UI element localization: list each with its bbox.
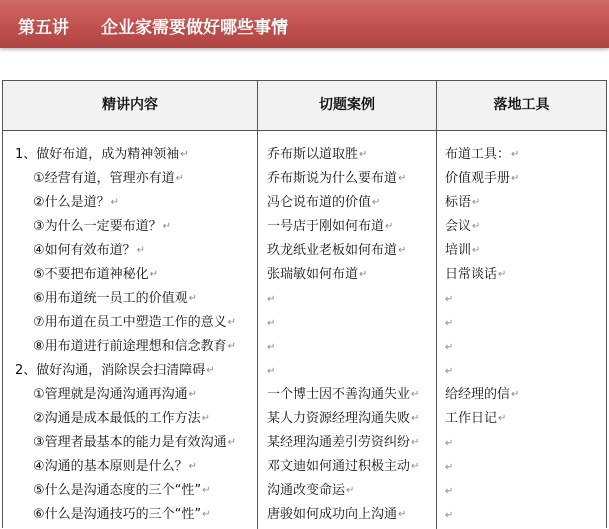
case-cell bbox=[267, 311, 275, 335]
case-cell bbox=[267, 479, 354, 503]
paragraph-mark: ↵ bbox=[498, 269, 507, 280]
case-cell bbox=[267, 215, 393, 239]
content-cell bbox=[33, 383, 197, 407]
paragraph-mark: ↵ bbox=[445, 462, 454, 473]
paragraph-mark: ↵ bbox=[411, 461, 420, 472]
content-cell bbox=[33, 191, 119, 215]
case-cell-text: 玖龙纸业老板如何布道 bbox=[267, 243, 398, 258]
paragraph-mark: ↵ bbox=[359, 269, 368, 280]
paragraph-mark: ↵ bbox=[511, 149, 520, 160]
tool-cell-text: 培训 bbox=[445, 243, 472, 258]
content-cell-text: 2、做好沟通，消除误会扫清障碍 bbox=[15, 363, 206, 378]
content-cell-text: ⑧用布道进行前途理想和信念教育 bbox=[33, 339, 227, 354]
paragraph-mark: ↵ bbox=[267, 318, 276, 329]
paragraph-mark: ↵ bbox=[227, 437, 237, 448]
case-cell bbox=[267, 455, 419, 479]
tool-cell-text: 布道工具： bbox=[445, 147, 511, 162]
header-content: 精讲内容 bbox=[102, 97, 158, 113]
case-cell-text: 乔布斯以道取胜 bbox=[267, 147, 359, 162]
content-cell-text: ①经营有道，管理亦有道 bbox=[33, 171, 175, 186]
content-cell-text: 1、做好布道，成为精神领袖 bbox=[15, 147, 180, 162]
case-cell bbox=[267, 263, 367, 287]
paragraph-mark: ↵ bbox=[346, 485, 355, 496]
case-cell bbox=[267, 407, 419, 431]
content-cell-text: ⑤不要把布道神秘化 bbox=[33, 267, 149, 282]
content-cell-text: ⑦用布道在员工中塑造工作的意义 bbox=[33, 315, 227, 330]
tool-cell bbox=[445, 263, 506, 287]
case-cell-text: 邓文迪如何通过积极主动 bbox=[267, 459, 411, 474]
paragraph-mark: ↵ bbox=[398, 173, 407, 184]
content-cell-text: ②沟通是成本最低的工作方法 bbox=[33, 411, 201, 426]
content-cell-text: ①管理就是沟通沟通再沟通 bbox=[33, 387, 188, 402]
paragraph-mark: ↵ bbox=[136, 245, 146, 256]
paragraph-mark: ↵ bbox=[398, 509, 407, 520]
content-cell bbox=[33, 215, 171, 239]
paragraph-mark: ↵ bbox=[202, 485, 211, 496]
paragraph-mark: ↵ bbox=[202, 509, 211, 520]
tool-cell bbox=[445, 431, 453, 455]
content-cell-text: ⑤什么是沟通态度的三个“性” bbox=[33, 483, 202, 498]
tool-cell bbox=[445, 239, 480, 263]
paragraph-mark: ↵ bbox=[359, 149, 368, 160]
paragraph-mark: ↵ bbox=[267, 342, 276, 353]
tool-cell bbox=[445, 167, 519, 191]
content-cell-text: ②什么是道？ bbox=[33, 195, 110, 210]
content-cell bbox=[33, 503, 211, 527]
case-cell bbox=[267, 191, 380, 215]
case-cell-text: 一号店于刚如何布道 bbox=[267, 219, 385, 234]
paragraph-mark: ↵ bbox=[498, 413, 507, 424]
tool-cell-text: 给经理的信 bbox=[445, 387, 511, 402]
content-cell bbox=[33, 335, 236, 359]
case-cell bbox=[267, 359, 275, 383]
paragraph-mark: ↵ bbox=[445, 294, 454, 305]
paragraph-mark: ↵ bbox=[445, 342, 454, 353]
case-cell bbox=[267, 503, 406, 527]
tool-cell-text: 日常谈话 bbox=[445, 267, 498, 282]
paragraph-mark: ↵ bbox=[110, 197, 120, 208]
case-cell-text: 沟通改变命运 bbox=[267, 483, 346, 498]
tool-cell bbox=[445, 335, 453, 359]
content-cell-text: ④如何有效布道？ bbox=[33, 243, 136, 258]
paragraph-mark: ↵ bbox=[398, 245, 407, 256]
tool-cell bbox=[445, 359, 453, 383]
paragraph-mark: ↵ bbox=[162, 221, 172, 232]
lecture-banner bbox=[0, 0, 609, 48]
case-cell bbox=[267, 383, 419, 407]
content-cell bbox=[33, 431, 236, 455]
tool-cell-text: 会议 bbox=[445, 219, 472, 234]
content-cell-text: ③为什么一定要布道？ bbox=[33, 219, 162, 234]
tool-cell-text: 价值观手册 bbox=[445, 171, 511, 186]
paragraph-mark: ↵ bbox=[227, 317, 237, 328]
tool-cell bbox=[445, 143, 519, 167]
content-cell bbox=[15, 143, 189, 167]
paragraph-mark: ↵ bbox=[411, 413, 420, 424]
course-table bbox=[2, 80, 607, 528]
content-cell bbox=[33, 455, 197, 479]
content-cell bbox=[33, 263, 158, 287]
paragraph-mark: ↵ bbox=[472, 245, 481, 256]
content-cell bbox=[33, 311, 236, 335]
header-tool: 落地工具 bbox=[493, 97, 550, 113]
case-cell bbox=[267, 287, 275, 311]
tool-cell-text: 工作日记 bbox=[445, 411, 498, 426]
case-cell bbox=[267, 143, 367, 167]
paragraph-mark: ↵ bbox=[188, 293, 198, 304]
tool-cell bbox=[445, 455, 453, 479]
paragraph-mark: ↵ bbox=[175, 173, 185, 184]
paragraph-mark: ↵ bbox=[472, 221, 481, 232]
content-cell-text: ⑥用布道统一员工的价值观 bbox=[33, 291, 188, 306]
paragraph-mark: ↵ bbox=[472, 197, 481, 208]
paragraph-mark: ↵ bbox=[445, 510, 454, 521]
paragraph-mark: ↵ bbox=[206, 365, 215, 376]
paragraph-mark: ↵ bbox=[227, 341, 237, 352]
paragraph-mark: ↵ bbox=[201, 413, 211, 424]
case-cell-text: 某经理沟通差引劳资纠纷 bbox=[267, 435, 411, 450]
paragraph-mark: ↵ bbox=[267, 294, 276, 305]
content-cell-text: ③管理者最基本的能力是有效沟通 bbox=[33, 435, 227, 450]
case-cell-text: 唐骏如何成功向上沟通 bbox=[267, 507, 398, 522]
case-cell bbox=[267, 431, 419, 455]
paragraph-mark: ↵ bbox=[445, 318, 454, 329]
case-cell bbox=[267, 335, 275, 359]
content-cell-text: ⑥什么是沟通技巧的三个“性” bbox=[33, 507, 202, 522]
case-cell-text: 张瑞敏如何布道 bbox=[267, 267, 359, 282]
paragraph-mark: ↵ bbox=[445, 486, 454, 497]
content-cell bbox=[33, 287, 197, 311]
paragraph-mark: ↵ bbox=[445, 438, 454, 449]
tool-cell bbox=[445, 479, 453, 503]
content-cell bbox=[33, 239, 145, 263]
case-cell-text: 乔布斯说为什么要布道 bbox=[267, 171, 398, 186]
paragraph-mark: ↵ bbox=[411, 437, 420, 448]
tool-cell bbox=[445, 311, 453, 335]
lecture-number: 第五讲 bbox=[18, 18, 69, 38]
column-divider bbox=[257, 81, 258, 529]
case-cell bbox=[267, 167, 406, 191]
content-cell bbox=[15, 359, 215, 383]
content-cell bbox=[33, 479, 211, 503]
paragraph-mark: ↵ bbox=[445, 366, 454, 377]
column-divider bbox=[436, 81, 437, 529]
case-cell-text: 某人力资源经理沟通失败 bbox=[267, 411, 411, 426]
tool-cell-text: 标语 bbox=[445, 195, 472, 210]
case-cell bbox=[267, 239, 406, 263]
paragraph-mark: ↵ bbox=[411, 389, 420, 400]
case-cell-text: 一个博士因不善沟通失业 bbox=[267, 387, 411, 402]
header-case: 切题案例 bbox=[319, 97, 375, 113]
content-cell bbox=[33, 167, 184, 191]
paragraph-mark: ↵ bbox=[372, 197, 381, 208]
paragraph-mark: ↵ bbox=[149, 269, 159, 280]
paragraph-mark: ↵ bbox=[188, 389, 198, 400]
tool-cell bbox=[445, 407, 506, 431]
tool-cell bbox=[445, 383, 519, 407]
paragraph-mark: ↵ bbox=[180, 149, 189, 160]
paragraph-mark: ↵ bbox=[385, 221, 394, 232]
content-cell-text: ④沟通的基本原则是什么？ bbox=[33, 459, 188, 474]
lecture-title: 企业家需要做好哪些事情 bbox=[101, 18, 288, 38]
paragraph-mark: ↵ bbox=[511, 173, 520, 184]
tool-cell bbox=[445, 191, 480, 215]
content-cell bbox=[33, 407, 210, 431]
tool-cell bbox=[445, 215, 480, 239]
tool-cell bbox=[445, 503, 453, 527]
paragraph-mark: ↵ bbox=[511, 389, 520, 400]
case-cell-text: 冯仑说布道的价值 bbox=[267, 195, 372, 210]
paragraph-mark: ↵ bbox=[267, 366, 276, 377]
paragraph-mark: ↵ bbox=[188, 461, 198, 472]
tool-cell bbox=[445, 287, 453, 311]
